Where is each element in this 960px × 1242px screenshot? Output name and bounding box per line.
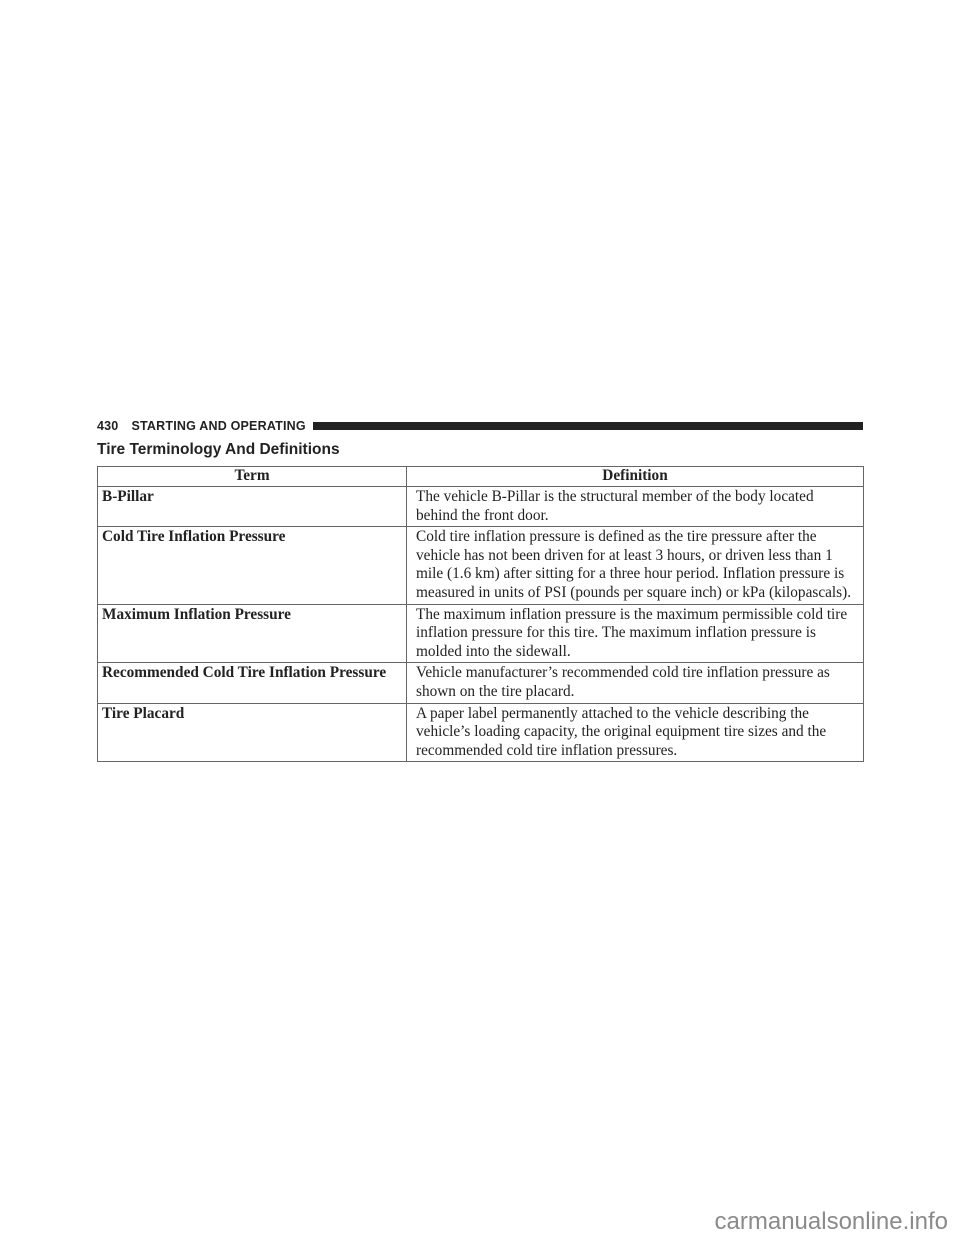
definition-cell: The vehicle B-Pillar is the structural member of the body located behind the front door. [407,487,864,527]
table-header-row [98,467,864,487]
term-cell: Maximum Inflation Pressure [98,604,407,663]
terminology-table [97,466,864,762]
header-rule-bar [313,422,863,430]
table-row [98,703,864,762]
section-title: STARTING AND OPERATING [131,419,306,433]
definition-cell: Vehicle manufacturer’s recommended cold tire inflation pressure as shown on the tire placard. [407,663,864,703]
term-cell: Recommended Cold Tire Inflation Pressure [98,663,407,703]
term-cell: B-Pillar [98,487,407,527]
table-row [98,527,864,604]
table-row [98,663,864,703]
definition-cell: Cold tire inflation pressure is defined as the tire pressure after the vehicle has not been driven for at least 3 hours, or driven less than 1 mile (1.6 km) after sitting for a three hour period. Inflation pressure is measured in units of PSI (pounds per square inch) or kPa (kilopascals). [407,527,864,604]
page-title: Tire Terminology And Definitions [97,441,340,458]
watermark: carmanualsonline.info [714,1208,948,1235]
definition-cell: A paper label permanently attached to the vehicle describing the vehicle’s loading capacity, the original equipment tire sizes and the recommended cold tire inflation pressures. [407,703,864,762]
term-cell: Cold Tire Inflation Pressure [98,527,407,604]
column-header-term: Term [98,467,407,487]
table-row [98,487,864,527]
page-number: 430 [97,419,119,433]
page-header [97,419,863,433]
definition-cell: The maximum inflation pressure is the maximum permissible cold tire inflation pressure for this tire. The maximum inflation pressure is molded into the sidewall. [407,604,864,663]
table-row [98,604,864,663]
column-header-definition: Definition [407,467,864,487]
term-cell: Tire Placard [98,703,407,762]
